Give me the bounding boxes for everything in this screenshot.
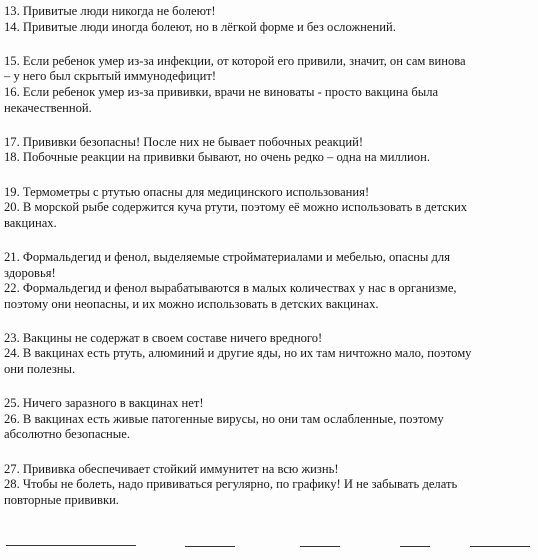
scan-underline [400, 546, 430, 547]
statement-group-13-14 [4, 4, 538, 35]
statement-line: 25. Ничего заразного в вакцинах нет! [4, 396, 204, 411]
statement-line: – у него был скрытый иммунодефицит! [4, 69, 217, 84]
statement-line: вакцинах. [4, 215, 57, 230]
statement-line: 15. Если ребенок умер из-за инфекции, от которой его привили, значит, он сам винова [4, 53, 466, 68]
statement-group-21-22 [4, 250, 538, 312]
statement-line: 19. Термометры с ртутью опасны для медицинского использования! [4, 184, 370, 199]
statement-line: 23. Вакцины не содержат в своем составе ничего вредного! [4, 330, 323, 345]
scan-underline [185, 546, 235, 547]
statement-group-17-18 [4, 135, 538, 166]
statement-line: 13. Привитые люди никогда не болеют! [4, 4, 216, 18]
scan-underline [300, 546, 340, 547]
scan-underline [470, 546, 530, 547]
statement-line: они полезны. [4, 362, 76, 377]
statement-line: 16. Если ребенок умер из-за прививки, врачи не виноваты - просто вакцина была [4, 84, 439, 99]
scan-underline [6, 545, 136, 546]
statement-line: 27. Прививка обеспечивает стойкий иммунитет на всю жизнь! [4, 461, 339, 476]
statement-group-15-16 [4, 54, 538, 116]
statement-line: повторные прививки. [4, 492, 119, 507]
statement-line: поэтому они неопасны, и их можно использовать в детских вакцинах. [4, 296, 379, 311]
statement-line: 17. Прививки безопасны! После них не бывает побочных реакций! [4, 134, 364, 149]
statement-line: 26. В вакцинах есть живые патогенные вирусы, но они там ослабленные, поэтому [4, 411, 444, 426]
statement-line: 22. Формальдегид и фенол вырабатываются в малых количествах у нас в организме, [4, 281, 457, 296]
statement-line: некачественной. [4, 100, 92, 115]
statement-line: абсолютно безопасные. [4, 427, 130, 442]
statement-group-23-24 [4, 331, 538, 378]
statement-line: 28. Чтобы не болеть, надо прививаться регулярно, по графику! И не забывать делать [4, 477, 458, 492]
statement-line: 24. В вакцинах есть ртуть, алюминий и другие яды, но их там ничтожно мало, поэтому [4, 346, 472, 361]
statement-group-25-26 [4, 396, 538, 443]
statement-line: 20. В морской рыбе содержится куча ртути, поэтому её можно использовать в детских [4, 200, 467, 215]
statement-line: 14. Привитые люди иногда болеют, но в лёгкой форме и без осложнений. [4, 19, 396, 34]
document-text [4, 4, 538, 508]
statement-group-19-20 [4, 185, 538, 232]
statement-line: 18. Побочные реакции на прививки бывают, но очень редко – одна на миллион. [4, 150, 430, 165]
statement-line: 21. Формальдегид и фенол, выделяемые стройматериалами и мебелью, опасны для [4, 249, 450, 264]
statement-line: здоровья! [4, 265, 56, 280]
statement-group-27-28 [4, 462, 538, 509]
